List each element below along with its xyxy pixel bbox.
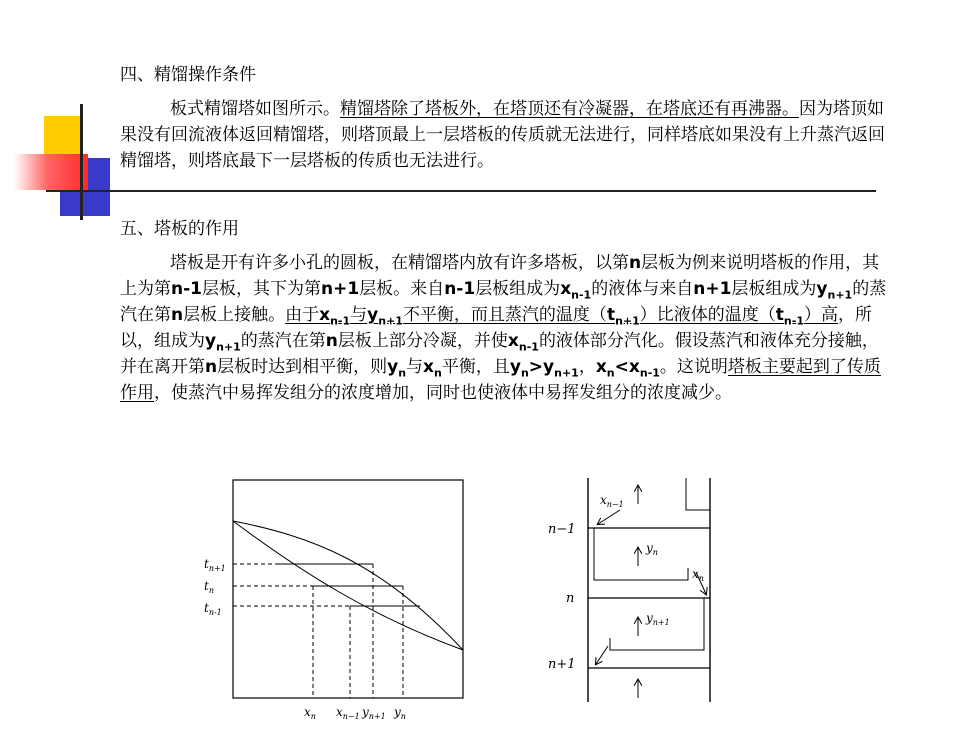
section4-heading: 四、精馏操作条件 [120, 65, 256, 85]
label-x-n: $x_n$ [304, 705, 316, 721]
label-y-n: $y_n$ [394, 705, 406, 721]
plate-label-n: n [566, 591, 575, 606]
arrow-x-n1 [596, 646, 608, 664]
section5-paragraph: 塔板是开有许多小孔的圆板，在精馏塔内放有许多塔板，以第n层板为例来说明塔板的作用，其上为第n-1层板，其下为第n+1层板。来自n-1层板组成为$x_{n-1}$的液体与来自n+1层板组成为$y_{n+1}$的蒸汽在第n层板上接触。由于$x_{n-1}$与$y_{n+1}$不平衡，而且蒸汽的温度$(t_{n+1})$比液体的温度$(t_{n-1})$高，所以，组成为$y_{n+1}$的蒸汽在第n层板上部分冷凝，并使$x_{n-1}$的液体部分汽化。假设蒸汽和液体充分接触，并在离开第n层板时达到相平衡，则$y_n$与$x_n$平衡，且$y_n>y_{n+1}$，$x_n<x_{n-1}$。这说明塔板主要起到了传质作用，使蒸汽中易挥发组分的浓度增加，同时也使液体中易挥发组分的浓度减少。 [120, 253, 887, 403]
stream-label-y-n1: $y_{n+1}$ [646, 611, 670, 627]
stream-label-y-n: $y_n$ [646, 541, 658, 557]
section5-underlined-clause: 由于$x_{n-1}$与$y_{n+1}$不平衡，而且蒸汽的温度$(t_{n+1})$比液体的温度$(t_{n-1})$高 [285, 305, 838, 328]
plate-diagram [528, 476, 728, 706]
deco-yellow-square [44, 116, 80, 158]
stream-label-x-n-1: $x_{n-1}$ [600, 493, 624, 509]
arrow-x-n-1 [598, 510, 620, 524]
label-y-n1: $y_{n+1}$ [362, 705, 386, 721]
section4-paragraph: 板式精馏塔如图所示。精馏塔除了塔板外，在塔顶还有冷凝器，在塔底还有再沸器。因为塔顶如果没有回流液体返回精馏塔，则塔顶最上一层塔板的传质就无法进行，同样塔底如果没有上升蒸汽返回精馏塔，则塔底最下一层塔板的传质也无法进行。 [120, 99, 885, 171]
plate-label-n-1: n−1 [548, 522, 576, 537]
downcomer-n-1 [594, 528, 688, 580]
downcomer-top [686, 478, 710, 510]
tx-diagram [190, 476, 480, 726]
label-t-n-1: $t_{n-1}$ [204, 601, 222, 617]
label-t-n: $t_n$ [204, 579, 214, 595]
section4-underlined-text: 精馏塔除了塔板外，在塔顶还有冷凝器，在塔底还有再沸器。 [340, 99, 799, 119]
label-t-n1: $t_{n+1}$ [204, 557, 226, 573]
tx-frame [233, 480, 463, 698]
deco-horizontal-line [46, 190, 876, 192]
section5-heading: 五、塔板的作用 [120, 219, 239, 239]
section5-underlined-conclusion: 塔板主要起到了传质作用 [120, 357, 881, 403]
label-x-n-1: $x_{n-1}$ [336, 705, 360, 721]
plate-label-n1: n+1 [548, 657, 576, 672]
deco-vertical-line [80, 104, 83, 220]
stream-label-x-n: $x_n$ [692, 567, 704, 583]
deco-red-bar [14, 154, 88, 190]
